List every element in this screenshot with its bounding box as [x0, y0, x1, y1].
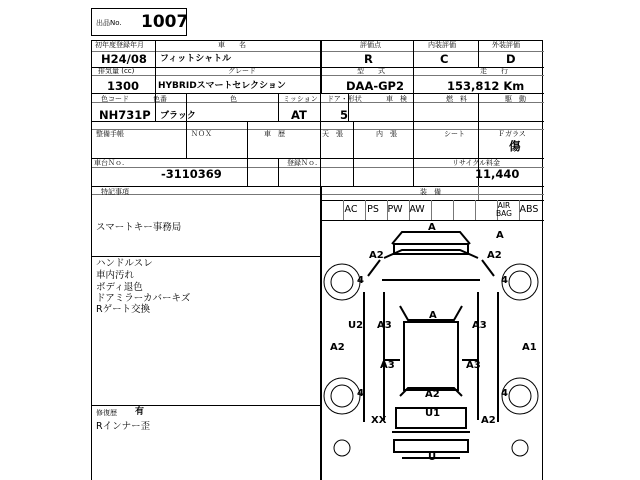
chassis-no-label: 車台Ｎｏ.: [94, 159, 125, 167]
damage-roof: A: [429, 310, 437, 321]
color-no-label: 色番: [153, 95, 167, 103]
damage-side-right: A1: [522, 342, 537, 353]
doors-label: ドア・形状: [327, 95, 362, 103]
mileage-value: 153,812 Km: [447, 79, 525, 93]
model-label: 型 式: [357, 67, 385, 75]
glass-label: Ｆガラス: [498, 130, 526, 138]
damage-side-left: A2: [330, 342, 345, 353]
doors-value: 5: [340, 108, 349, 122]
mission-value: AT: [291, 108, 307, 122]
displacement-label: 排気量 (cc): [98, 67, 135, 75]
equipment-ps: PS: [367, 204, 379, 216]
equipment-pw: PW: [387, 204, 403, 216]
color-code-value: NH731P: [99, 108, 151, 122]
remarks-label: 特記事項: [101, 188, 129, 196]
car-damage-diagram: [320, 220, 542, 480]
equipment-ac: AC: [344, 204, 358, 216]
remark-mid-2: 車内汚れ: [96, 270, 135, 281]
repair-history-value: 有: [135, 407, 145, 417]
inspection-label: 車 検: [386, 95, 407, 103]
model-value: DAA-GP2: [346, 79, 404, 93]
nox-label: ＮＯＸ: [191, 130, 212, 138]
repair-history-label: 修復歴: [96, 409, 117, 417]
mission-label: ミッション: [283, 95, 318, 103]
equipment-blank-1: [428, 200, 450, 220]
damage-trunk: A2: [425, 389, 440, 400]
reg-date-value: H24/08: [101, 52, 147, 66]
car-name-label: 車 名: [218, 41, 246, 49]
lot-label: 出品No.: [96, 19, 122, 27]
drive-label: 駆 動: [505, 95, 526, 103]
damage-rear-bumper: U: [428, 452, 437, 463]
interior-value: C: [440, 52, 449, 66]
damage-tire-front-left: 4: [357, 275, 364, 286]
interior-roof-label: 内 張: [376, 130, 397, 138]
recycle-label: リサイクル料金: [452, 159, 501, 167]
exterior-value: D: [506, 52, 516, 66]
damage-quarter-right: A2: [481, 415, 496, 426]
damage-door-front-left: A3: [377, 320, 392, 331]
damage-door-rear-right: A3: [466, 360, 481, 371]
sunroof-label: 天 張: [322, 130, 343, 138]
damage-hood-right: A: [496, 230, 504, 241]
manual-label: 整備手帳: [96, 130, 124, 138]
recycle-value: 11,440: [475, 167, 520, 181]
chassis-no-value: -3110369: [161, 167, 222, 181]
displacement-value: 1300: [107, 79, 140, 93]
reg-no-label: 登録Ｎｏ.: [287, 159, 318, 167]
damage-rear-panel: U1: [425, 408, 441, 419]
lot-number: 1007: [141, 12, 189, 32]
seat-label: シート: [444, 130, 465, 138]
damage-tire-rear-left: 4: [357, 388, 364, 399]
mileage-label: 走 行: [480, 67, 508, 75]
exterior-label: 外装評価: [492, 41, 520, 49]
damage-front-bumper: A: [428, 222, 436, 233]
remark-top-1: スマートキー事務局: [96, 222, 182, 233]
equipment-blank-2: [450, 200, 472, 220]
color-label: 色: [230, 95, 237, 103]
equipment-abs: ABS: [519, 204, 539, 216]
remark-mid-3: ボディ退色: [96, 282, 143, 293]
remark-mid-1: ハンドルスレ: [96, 258, 153, 269]
damage-door-front-right: A3: [472, 320, 487, 331]
interior-label: 内装評価: [428, 41, 456, 49]
glass-value: 傷: [509, 139, 521, 153]
remark-mid-4: ドアミラーカバーキズ: [96, 293, 191, 304]
color-value: ブラック: [160, 111, 196, 121]
remark-bottom-1: Rインナー歪: [96, 421, 151, 432]
damage-tire-front-right: 4: [501, 275, 508, 286]
lot-number-box: [91, 8, 187, 36]
fuel-label: 燃 料: [446, 95, 467, 103]
damage-tire-rear-right: 4: [501, 388, 508, 399]
damage-quarter-left: XX: [371, 415, 387, 426]
damage-pillar-left: U2: [348, 320, 364, 331]
equipment-label: 装 備: [420, 188, 441, 196]
history-label: 車 歴: [264, 130, 285, 138]
damage-fender-left: A2: [369, 250, 384, 261]
equipment-airbag: AIR BAG: [496, 201, 512, 218]
color-code-label: 色コード: [101, 95, 129, 103]
grade-value: HYBRIDスマートセレクション: [158, 81, 286, 91]
grade-label: グレード: [228, 67, 256, 75]
score-value: R: [364, 52, 373, 66]
reg-date-label: 初年度登録年月: [95, 41, 144, 49]
car-name-value: フィットシャトル: [160, 54, 232, 64]
score-label: 評価点: [360, 41, 381, 49]
equipment-aw: AW: [409, 204, 425, 216]
damage-door-rear-left: A3: [380, 360, 395, 371]
damage-fender-right: A2: [487, 250, 502, 261]
remark-mid-5: Rゲート交換: [96, 304, 151, 315]
